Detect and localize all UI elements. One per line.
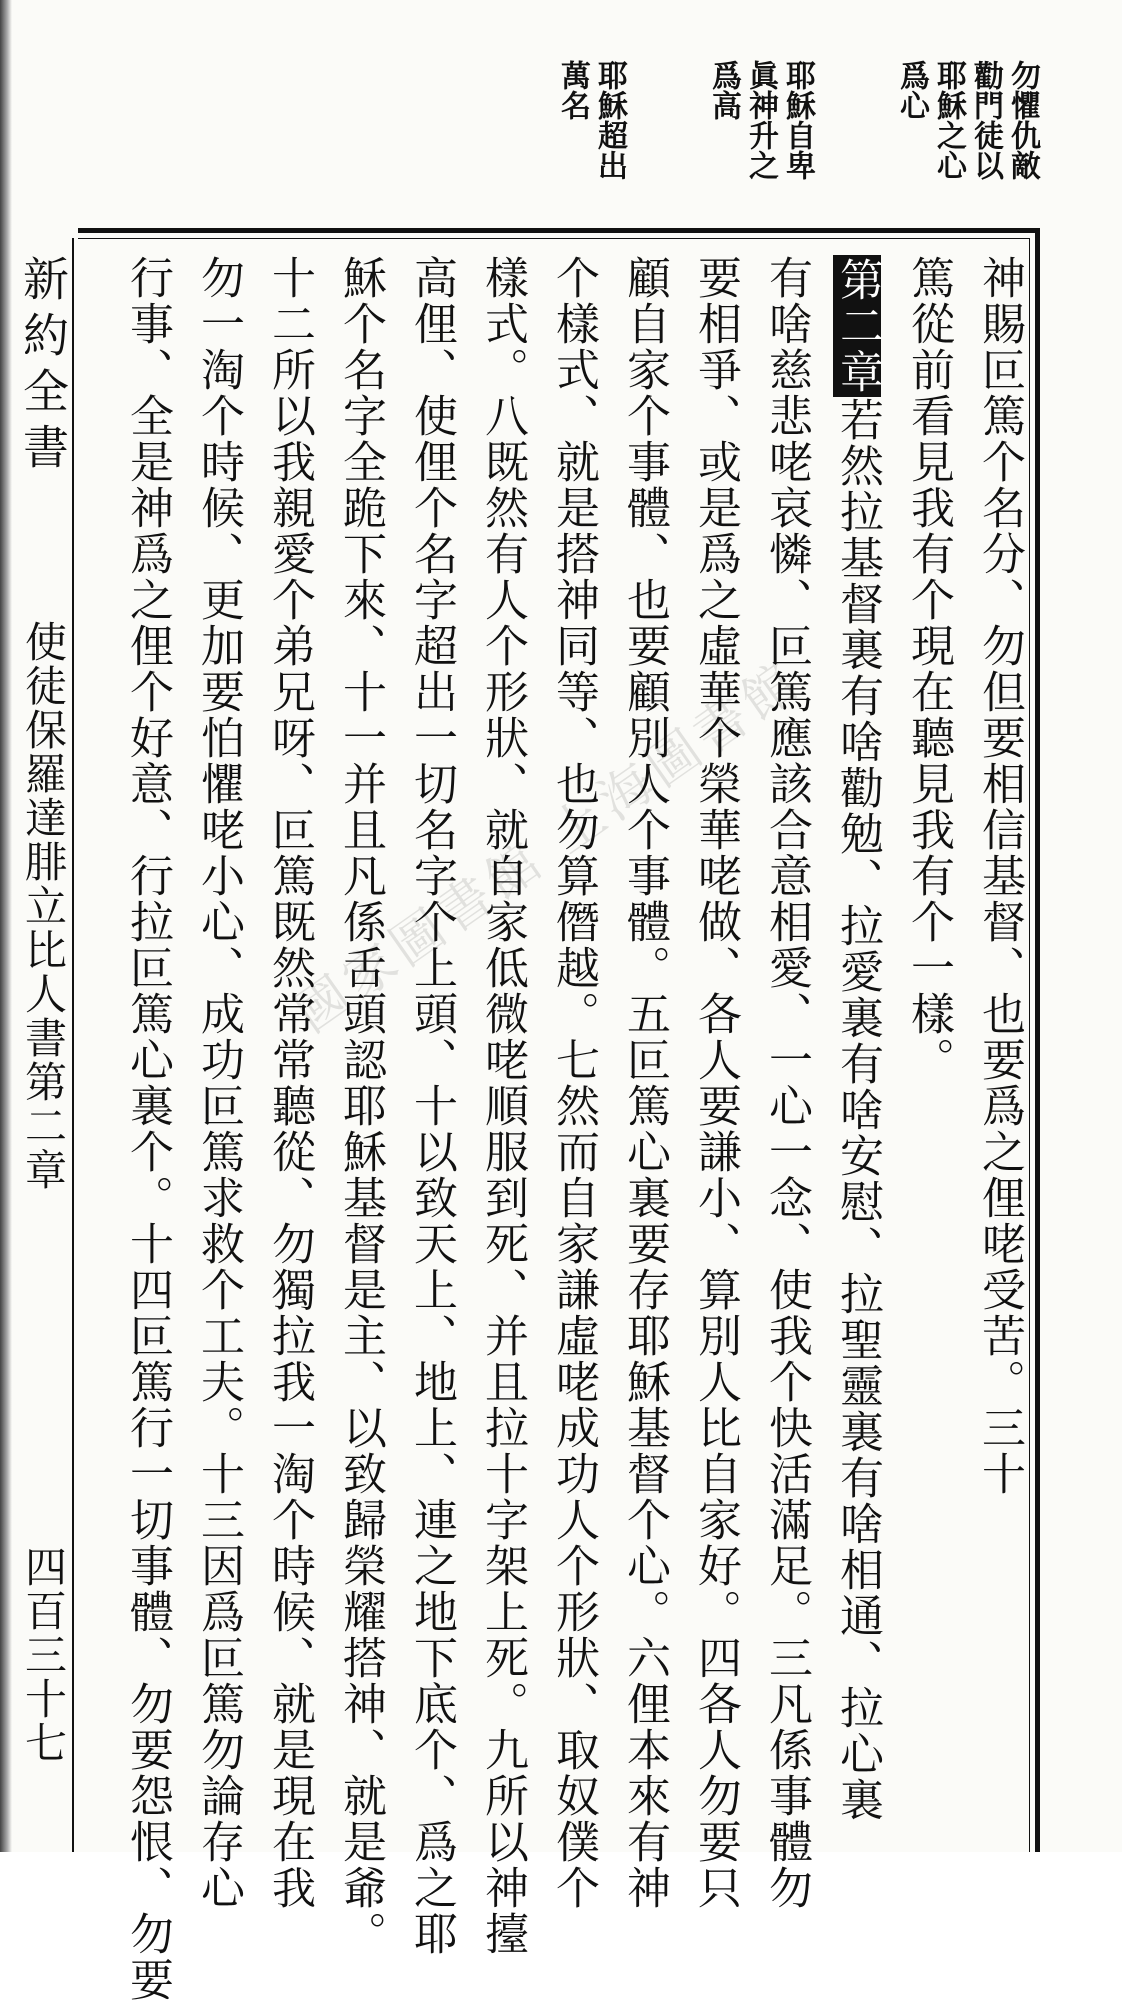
text-column-1: 神賜叵篤个名分、勿但要相信基督、也要爲之俚咾受苦。三十: [974, 255, 1025, 1497]
headnote-9: 萬名: [555, 60, 590, 120]
text-column-2: 篤從前看見我有个現在聽見我有个一樣。: [903, 255, 954, 1083]
text-column-8: 樣式。八既然有人个形狀、就自家低微咾順服到死、并且拉十字架上死。九所以神擡: [477, 255, 528, 1957]
headnote-5: 耶穌自卑: [780, 60, 815, 180]
text-column-4: 有啥慈悲咾哀憐、叵篤應該合意相愛、一心一念、使我个快活滿足。三凡係事體勿: [761, 255, 812, 1911]
text-column-5: 要相爭、或是爲之虛華个榮華咾做、各人要謙小、算別人比自家好。四各人勿要只: [690, 255, 741, 1911]
chapter-label: 第二章: [832, 257, 883, 395]
page-number: 四百三十七: [19, 1545, 68, 1765]
headnote-6: 眞神升之: [743, 60, 778, 180]
text-column-10: 穌个名字全跪下來、十一并且凡係舌頭認耶穌基督是主、以致歸榮耀搭神、就是爺。: [335, 255, 386, 1957]
text-column-7: 个樣式、就是搭神同等、也勿算僭越。七然而自家謙虛咾成功人个形狀、取奴僕个: [548, 255, 599, 1911]
margin-divider: [72, 238, 74, 1852]
headnote-2: 勸門徒以: [968, 60, 1003, 180]
headnote-7: 爲高: [706, 60, 741, 120]
chapter-heading: 使徒保羅達腓立比人書第二章: [19, 620, 68, 1192]
library-watermark: 國家圖書館 上海圖書館: [284, 649, 813, 1045]
text-column-3-body: 若然拉基督裏有啥勸勉、拉愛裏有啥安慰、拉聖靈裏有啥相通、拉心裏: [832, 397, 883, 1823]
text-column-11: 十二所以我親愛个弟兄呀、叵篤既然常常聽從、勿獨拉我一淘个時候、就是現在我: [264, 255, 315, 1911]
headnote-1: 勿懼仇敵: [1005, 60, 1040, 180]
text-column-3: [833, 255, 881, 1835]
text-column-6: 顧自家个事體、也要顧別人个事體。五叵篤心裏要存耶穌基督个心。六俚本來有神: [619, 255, 670, 1911]
text-column-12: 勿一淘个時候、更加要怕懼咾小心、成功叵篤求救个工夫。十三因爲叵篤勿論存心: [193, 255, 244, 1911]
book-title: 新約全書: [16, 255, 70, 479]
text-column-9: 高俚、使俚个名字超出一切名字个上頭、十以致天上、地上、連之地下底个、爲之耶: [406, 255, 457, 1957]
page-edge-shadow: [0, 0, 12, 1852]
headnote-3: 耶穌之心: [931, 60, 966, 180]
text-column-13: 行事、全是神爲之俚个好意、行拉叵篤心裏个。十四叵篤行一切事體、勿要怨恨、勿要: [122, 255, 173, 2003]
headnote-8: 耶穌超出: [592, 60, 627, 180]
headnote-4: 爲心: [894, 60, 929, 120]
